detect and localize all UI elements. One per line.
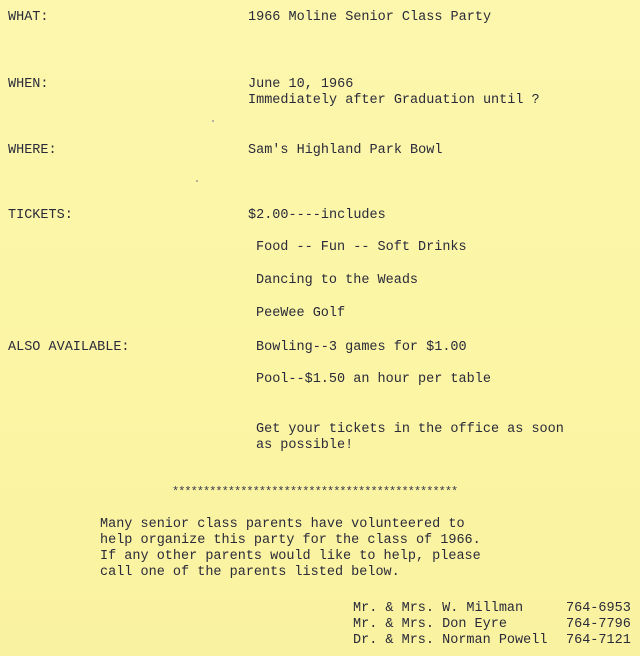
also-available-label: ALSO AVAILABLE: <box>8 340 130 355</box>
paper-speck <box>212 120 214 122</box>
contact-name-powell: Dr. & Mrs. Norman Powell <box>353 633 548 648</box>
when-label: WHEN: <box>8 77 49 92</box>
paragraph-line-4: call one of the parents listed below. <box>100 565 400 580</box>
what-label: WHAT: <box>8 10 49 25</box>
tickets-label: TICKETS: <box>8 208 73 223</box>
tickets-price: $2.00----includes <box>248 208 386 223</box>
paragraph-line-3: If any other parents would like to help, please <box>100 549 481 564</box>
paragraph-line-2: help organize this party for the class of 1966. <box>100 533 481 548</box>
get-tickets-line-1: Get your tickets in the office as soon <box>256 422 564 437</box>
paper-speck <box>196 180 198 182</box>
tickets-item-dancing: Dancing to the Weads <box>256 273 419 288</box>
contact-name-millman: Mr. & Mrs. W. Millman <box>353 601 524 616</box>
also-bowling: Bowling--3 games for $1.00 <box>256 340 467 355</box>
where-value: Sam's Highland Park Bowl <box>248 143 443 158</box>
get-tickets-line-2: as possible! <box>256 438 354 453</box>
also-pool: Pool--$1.50 an hour per table <box>256 372 491 387</box>
when-date: June 10, 1966 <box>248 77 354 92</box>
tickets-item-golf: PeeWee Golf <box>256 306 346 321</box>
contact-phone-eyre: 764-7796 <box>566 617 631 632</box>
asterisk-divider: ********************************************** <box>172 485 458 499</box>
contact-phone-millman: 764-6953 <box>566 601 631 616</box>
contact-phone-powell: 764-7121 <box>566 633 631 648</box>
contact-name-eyre: Mr. & Mrs. Don Eyre <box>353 617 507 632</box>
what-value: 1966 Moline Senior Class Party <box>248 10 492 25</box>
paragraph-line-1: Many senior class parents have volunteered to <box>100 517 465 532</box>
tickets-item-food: Food -- Fun -- Soft Drinks <box>256 240 467 255</box>
where-label: WHERE: <box>8 143 57 158</box>
when-time: Immediately after Graduation until ? <box>248 93 540 108</box>
